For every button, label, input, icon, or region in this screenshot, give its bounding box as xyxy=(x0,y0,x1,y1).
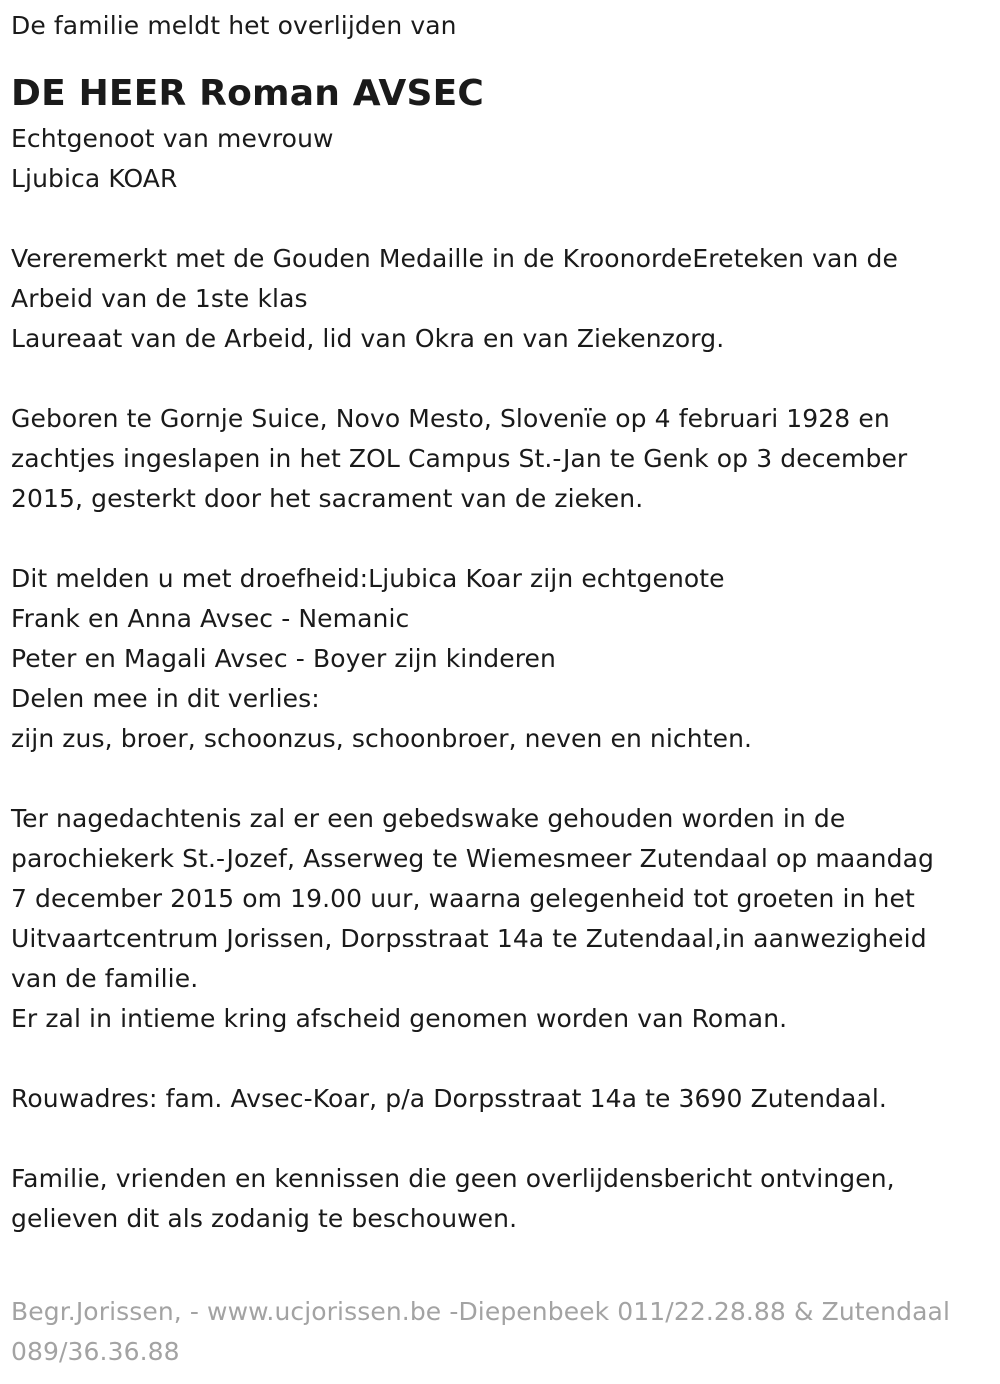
honors-line: Laureaat van de Arbeid, lid van Okra en van Ziekenzorg. xyxy=(11,324,725,353)
footer-line: Begr.Jorissen, - www.ucjorissen.be -Diepenbeek 011/22.28.88 & Zutendaal xyxy=(11,1297,950,1326)
ceremony-line: Ter nagedachtenis zal er een gebedswake gehouden worden in de xyxy=(11,804,846,833)
deceased-name: DE HEER Roman AVSEC xyxy=(11,73,485,114)
mourners-block xyxy=(11,559,991,759)
spouse-block xyxy=(11,119,991,199)
honors-line: Vereremerkt met de Gouden Medaille in de KroonordeEreteken van de xyxy=(11,244,898,273)
mourners-line: Dit melden u met droefheid:Ljubica Koar zijn echtgenote xyxy=(11,564,725,593)
ceremony-line: parochiekerk St.-Jozef, Asserweg te Wiemesmeer Zutendaal op maandag xyxy=(11,844,934,873)
ceremony-line: Er zal in intieme kring afscheid genomen worden van Roman. xyxy=(11,1004,788,1033)
spouse-line: Echtgenoot van mevrouw xyxy=(11,124,334,153)
funeral-home-footer xyxy=(11,1292,991,1372)
mourners-line: Peter en Magali Avsec - Boyer zijn kinderen xyxy=(11,644,556,673)
spacer xyxy=(11,1119,991,1159)
footer-line: 089/36.36.88 xyxy=(11,1337,180,1366)
spacer xyxy=(11,359,991,399)
ceremony-line: Uitvaartcentrum Jorissen, Dorpsstraat 14a te Zutendaal,in aanwezigheid xyxy=(11,924,927,953)
birth-death-line: Geboren te Gornje Suice, Novo Mesto, Slovenïe op 4 februari 1928 en xyxy=(11,404,890,433)
notice-block xyxy=(11,1159,991,1239)
mourners-line: Frank en Anna Avsec - Nemanic xyxy=(11,604,410,633)
honors-line: Arbeid van de 1ste klas xyxy=(11,284,308,313)
birth-death-block xyxy=(11,399,991,519)
mourning-address: Rouwadres: fam. Avsec-Koar, p/a Dorpsstraat 14a te 3690 Zutendaal. xyxy=(11,1084,887,1113)
intro-text: De familie meldt het overlijden van xyxy=(11,11,457,40)
spacer xyxy=(11,1039,991,1079)
ceremony-block xyxy=(11,799,991,1039)
notice-line: Familie, vrienden en kennissen die geen overlijdensbericht ontvingen, xyxy=(11,1164,895,1193)
honors-block xyxy=(11,239,991,359)
spouse-line: Ljubica KOAR xyxy=(11,164,178,193)
birth-death-line: 2015, gesterkt door het sacrament van de zieken. xyxy=(11,484,644,513)
ceremony-line: 7 december 2015 om 19.00 uur, waarna gelegenheid tot groeten in het xyxy=(11,884,915,913)
spacer xyxy=(11,519,991,559)
mourners-line: zijn zus, broer, schoonzus, schoonbroer, neven en nichten. xyxy=(11,724,753,753)
ceremony-line: van de familie. xyxy=(11,964,199,993)
mourners-line: Delen mee in dit verlies: xyxy=(11,684,320,713)
obituary-notice xyxy=(11,6,991,1239)
spacer xyxy=(11,199,991,239)
notice-line: gelieven dit als zodanig te beschouwen. xyxy=(11,1204,518,1233)
birth-death-line: zachtjes ingeslapen in het ZOL Campus St.-Jan te Genk op 3 december xyxy=(11,444,908,473)
spacer xyxy=(11,759,991,799)
